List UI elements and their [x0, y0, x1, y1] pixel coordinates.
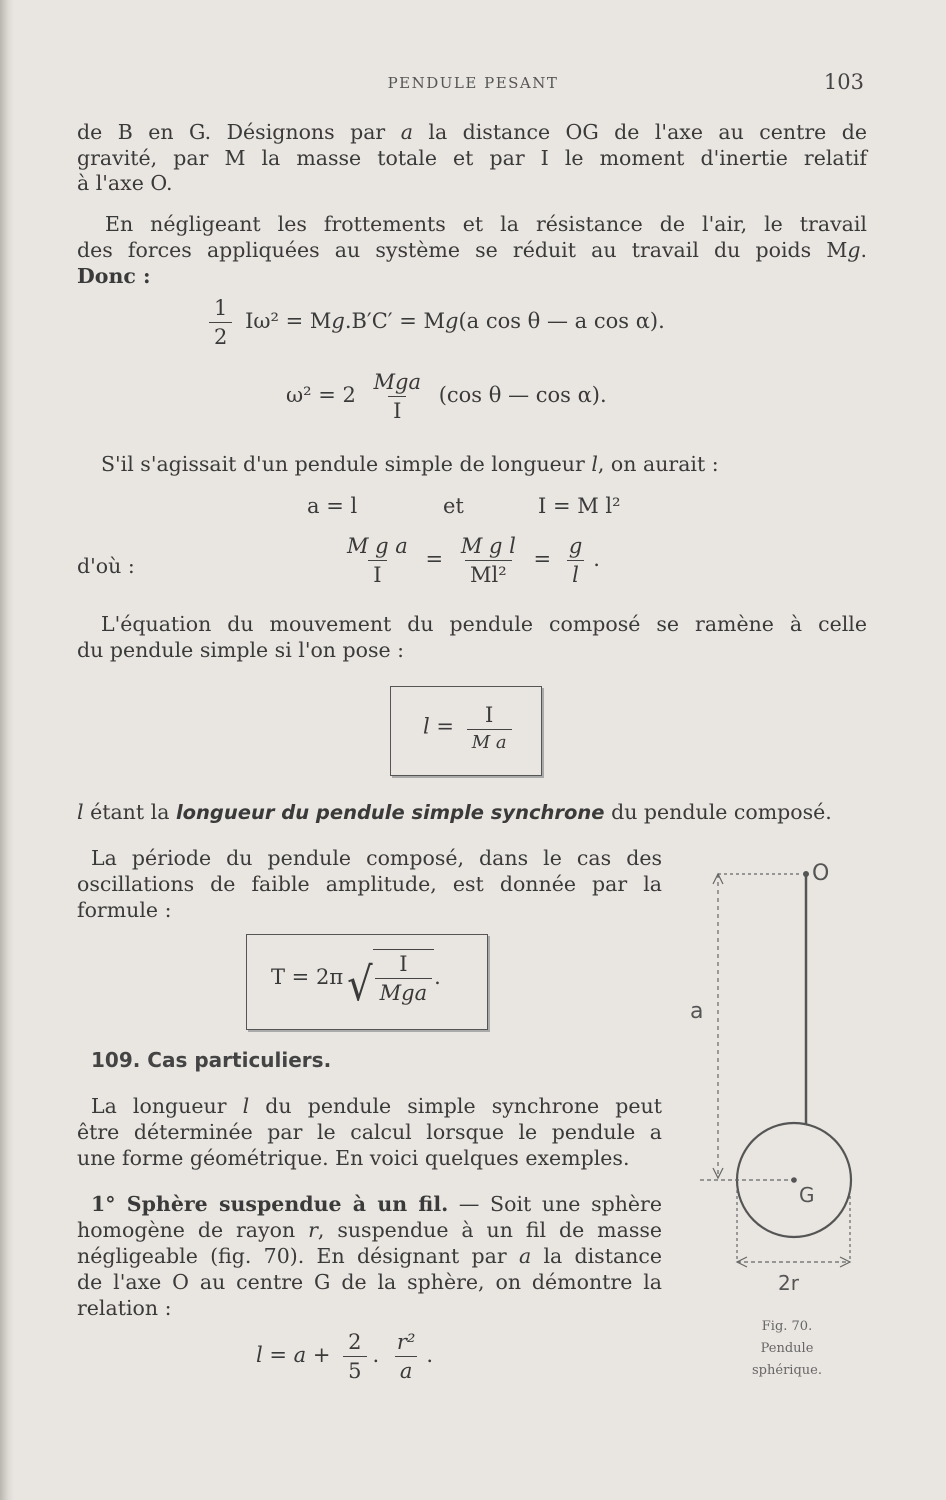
paragraph-7-line3: une forme géométrique. En voici quelques exemples.	[77, 1146, 630, 1170]
label-G: G	[799, 1183, 815, 1207]
equation-sphere: l = a + $\frac{2}{5}$ . $\frac{\text{r²}}{a}$ .	[256, 1330, 434, 1383]
paragraph-2: En négligeant les frottements et la résistance de l'air, le travail	[105, 212, 867, 236]
figure-caption	[712, 1316, 862, 1382]
figure-caption-title-1: Pendule	[760, 1341, 814, 1356]
label-dou: d'où :	[77, 554, 135, 578]
boxed-equation-synchronous-length: l = $\frac{I}{\text{M a}}$	[390, 686, 542, 776]
label-O: O	[812, 861, 830, 886]
paragraph-8-line2: homogène de rayon r, suspendue à un fil de masse	[77, 1218, 662, 1242]
figure-caption-title-2: sphérique.	[752, 1363, 822, 1378]
paragraph-7: La longueur l du pendule simple synchrone peut	[91, 1094, 662, 1118]
paragraph-8: 1° Sphère suspendue à un fil. — Soit une sphère	[91, 1192, 662, 1216]
paragraph-4: L'équation du mouvement du pendule composé se ramène à celle	[101, 612, 867, 636]
paragraph-1: de B en G. Désignons par a la distance OG de l'axe au centre de gravité, par M la masse totale et par I le moment d'inertie relatif	[77, 120, 867, 170]
equation-simple-et: et	[443, 494, 464, 518]
paragraph-7-line2: être déterminée par le calcul lorsque le pendule a	[77, 1120, 662, 1144]
page-gutter-shadow	[0, 0, 14, 1500]
running-header: PENDULE PESANT	[387, 74, 559, 92]
paragraph-4-line2: du pendule simple si l'on pose :	[77, 638, 405, 662]
paragraph-8-line5: relation :	[77, 1296, 172, 1320]
figure-spherical-pendulum	[680, 850, 870, 1290]
section-heading: 109. Cas particuliers.	[91, 1048, 332, 1072]
equation-omega: ω² = 2 $\frac{\text{Mga}}{I}$ (cos θ — cos α).	[286, 370, 607, 423]
label-2r: 2r	[778, 1271, 799, 1290]
paragraph-2-donc: Donc :	[77, 264, 151, 288]
equation-simple-right: I = M l²	[538, 494, 621, 518]
paragraph-6: La période du pendule composé, dans le cas des	[91, 846, 662, 870]
page-number: 103	[823, 70, 864, 94]
paragraph-5: l étant la longueur du pendule simple synchrone du pendule composé.	[77, 800, 832, 824]
paragraph-8-line4: de l'axe O au centre G de la sphère, on démontre la	[77, 1270, 662, 1294]
equation-simple-left: a = l	[307, 494, 358, 518]
paragraph-3: S'il s'agissait d'un pendule simple de longueur l, on aurait :	[101, 452, 719, 476]
paragraph-8-line3: négligeable (fig. 70). En désignant par a la distance	[77, 1244, 662, 1268]
figure-caption-number: Fig. 70.	[761, 1319, 813, 1334]
paragraph-2-line2: des forces appliquées au système se réduit au travail du poids Mg.	[77, 238, 867, 262]
equation-energy: $\frac{1}{2}$ Iω² = Mg.B′C′ = Mg(a cos θ — a cos α).	[203, 296, 665, 349]
paragraph-1-end: à l'axe O.	[77, 171, 173, 195]
center-of-gravity-G	[791, 1177, 797, 1183]
pivot-point-O	[803, 871, 809, 877]
paragraph-6-line3: formule :	[77, 898, 172, 922]
paragraph-6-line2: oscillations de faible amplitude, est donnée par la	[77, 872, 662, 896]
equation-ratio: $\frac{\text{M g a}}{I}$ = $\frac{\text{M g l}}{\text{Ml²}}$ = $\frac{g}{l}$ .	[347, 534, 600, 587]
label-a: a	[690, 999, 704, 1024]
boxed-equation-period: T = 2π √ $\frac{I}{\text{Mga}}$ .	[246, 934, 488, 1030]
